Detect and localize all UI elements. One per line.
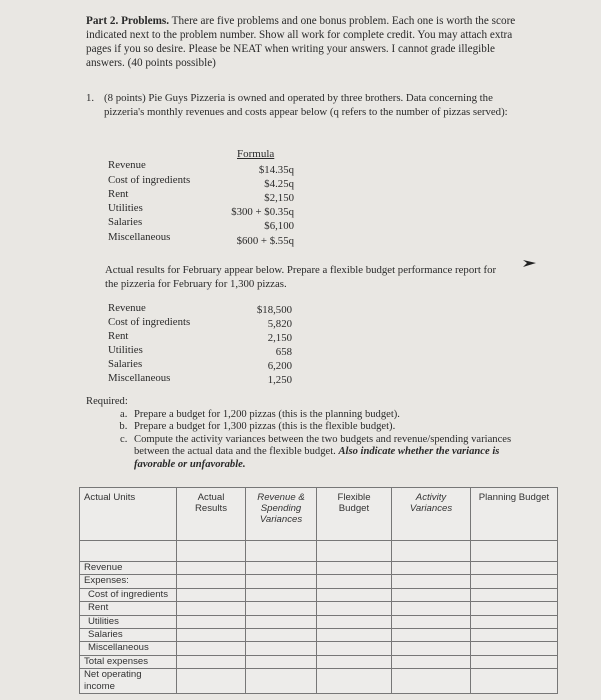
answer-cell[interactable] bbox=[392, 615, 471, 628]
answer-cell[interactable] bbox=[392, 588, 471, 601]
problem-1-statement bbox=[86, 92, 526, 119]
answer-cell[interactable] bbox=[177, 615, 246, 628]
column-header: Revenue & Spending Variances bbox=[246, 488, 317, 541]
table-row bbox=[80, 655, 558, 668]
actual-label: Salaries bbox=[108, 358, 143, 370]
table-row bbox=[80, 602, 558, 615]
answer-cell[interactable] bbox=[317, 562, 392, 575]
problem-number: 1. bbox=[86, 92, 95, 104]
answer-cell[interactable] bbox=[246, 615, 317, 628]
required-item: a. Prepare a budget for 1,200 pizzas (this is the planning budget). bbox=[130, 409, 516, 422]
required-item: b. Prepare a budget for 1,300 pizzas (this is the flexible budget). bbox=[130, 421, 516, 434]
required-list bbox=[86, 409, 516, 472]
table-row bbox=[80, 575, 558, 588]
answer-cell[interactable] bbox=[317, 628, 392, 641]
required-item bbox=[130, 434, 516, 472]
column-header: Actual Results bbox=[177, 488, 246, 541]
answer-cell[interactable] bbox=[246, 588, 317, 601]
answer-cell[interactable] bbox=[471, 602, 558, 615]
table-header-row bbox=[80, 488, 558, 541]
formula-label: Salaries bbox=[108, 216, 143, 228]
answer-cell[interactable] bbox=[246, 628, 317, 641]
table-row bbox=[80, 562, 558, 575]
table-row bbox=[80, 541, 558, 562]
row-label: Utilities bbox=[80, 615, 177, 628]
formula-value: $600 + $.55q bbox=[236, 235, 294, 247]
row-label: Revenue bbox=[80, 562, 177, 575]
actual-value: 658 bbox=[275, 346, 292, 358]
table-row bbox=[80, 642, 558, 655]
answer-cell[interactable] bbox=[177, 541, 246, 562]
answer-cell[interactable] bbox=[317, 655, 392, 668]
part2-body: There are five problems and one bonus problem. Each one is worth the score indicated next to the problem number. Show all work for complete credit. You may attach extra pages if you so desire. Please be NEAT when writing your answers. I cannot grade illegible answers. (40 points possible) bbox=[86, 15, 516, 69]
row-label: Net operating income bbox=[80, 669, 177, 694]
required-label: Required: bbox=[86, 396, 128, 407]
required-emphasis: Also indicate whether the variance is favorable or unfavorable. bbox=[134, 446, 500, 470]
formula-label: Utilities bbox=[108, 202, 143, 214]
actual-value: $18,500 bbox=[256, 304, 292, 316]
part2-instructions bbox=[86, 14, 534, 70]
table-row bbox=[80, 615, 558, 628]
formula-label: Cost of ingredients bbox=[108, 174, 191, 186]
answer-cell[interactable] bbox=[471, 562, 558, 575]
answer-cell[interactable] bbox=[177, 575, 246, 588]
row-label bbox=[80, 541, 177, 562]
answer-cell[interactable] bbox=[177, 602, 246, 615]
answer-cell[interactable] bbox=[317, 588, 392, 601]
column-header: Planning Budget bbox=[471, 488, 558, 541]
answer-cell[interactable] bbox=[471, 615, 558, 628]
answer-cell[interactable] bbox=[392, 602, 471, 615]
problem-text: (8 points) Pie Guys Pizzeria is owned and operated by three brothers. Data concerning the pizzeria's monthly revenues and costs appear below (q refers to the number of pizzas served): bbox=[104, 92, 508, 118]
performance-report-table bbox=[79, 487, 558, 694]
row-label: Miscellaneous bbox=[80, 642, 177, 655]
answer-cell[interactable] bbox=[471, 575, 558, 588]
answer-cell[interactable] bbox=[246, 642, 317, 655]
answer-cell[interactable] bbox=[392, 642, 471, 655]
answer-cell[interactable] bbox=[177, 628, 246, 641]
answer-cell[interactable] bbox=[246, 655, 317, 668]
answer-cell[interactable] bbox=[471, 655, 558, 668]
row-label: Rent bbox=[80, 602, 177, 615]
answer-cell[interactable] bbox=[246, 669, 317, 694]
answer-cell[interactable] bbox=[471, 588, 558, 601]
actual-value: 5,820 bbox=[267, 318, 292, 330]
answer-cell[interactable] bbox=[471, 628, 558, 641]
actual-results-table bbox=[108, 301, 292, 387]
answer-cell[interactable] bbox=[317, 602, 392, 615]
formula-value: $2,150 bbox=[264, 192, 294, 204]
row-label: Expenses: bbox=[80, 575, 177, 588]
actual-value: 6,200 bbox=[267, 360, 292, 372]
answer-cell[interactable] bbox=[177, 642, 246, 655]
row-label: Cost of ingredients bbox=[80, 588, 177, 601]
actual-value: 1,250 bbox=[267, 374, 292, 386]
formula-header: Formula bbox=[237, 148, 275, 160]
answer-cell[interactable] bbox=[317, 615, 392, 628]
actual-label: Cost of ingredients bbox=[108, 316, 191, 328]
part2-heading: Part 2. Problems. bbox=[86, 15, 170, 27]
answer-cell[interactable] bbox=[177, 562, 246, 575]
actual-label: Rent bbox=[108, 330, 129, 342]
table-row bbox=[80, 669, 558, 694]
row-label: Total expenses bbox=[80, 655, 177, 668]
answer-cell[interactable] bbox=[471, 642, 558, 655]
actual-label: Revenue bbox=[108, 302, 146, 314]
table-row bbox=[80, 588, 558, 601]
actual-label: Utilities bbox=[108, 344, 143, 356]
formula-value: $300 + $0.35q bbox=[231, 206, 294, 218]
column-header: Flexible Budget bbox=[317, 488, 392, 541]
row-label: Salaries bbox=[80, 628, 177, 641]
answer-cell[interactable] bbox=[317, 669, 392, 694]
answer-cell[interactable] bbox=[471, 541, 558, 562]
required-item-text: Compute the activity variances between the two budgets and revenue/spending variances between the actual data and the flexible budget. bbox=[134, 433, 512, 457]
answer-cell[interactable] bbox=[246, 562, 317, 575]
answer-cell[interactable] bbox=[246, 541, 317, 562]
answer-cell[interactable] bbox=[392, 575, 471, 588]
answer-cell[interactable] bbox=[392, 541, 471, 562]
answer-cell[interactable] bbox=[317, 541, 392, 562]
required-section bbox=[86, 396, 516, 471]
answer-cell[interactable] bbox=[177, 588, 246, 601]
answer-cell[interactable] bbox=[317, 575, 392, 588]
answer-cell[interactable] bbox=[177, 655, 246, 668]
answer-cell[interactable] bbox=[392, 562, 471, 575]
answer-cell[interactable] bbox=[246, 602, 317, 615]
column-header: Activity Variances bbox=[392, 488, 471, 541]
answer-cell[interactable] bbox=[471, 669, 558, 694]
answer-cell[interactable] bbox=[392, 655, 471, 668]
answer-cell[interactable] bbox=[392, 628, 471, 641]
formula-table bbox=[108, 158, 294, 248]
formula-value: $6,100 bbox=[264, 220, 294, 232]
answer-cell[interactable] bbox=[392, 669, 471, 694]
answer-cell[interactable] bbox=[246, 575, 317, 588]
formula-label: Miscellaneous bbox=[108, 231, 171, 243]
mouse-pointer-icon bbox=[522, 256, 538, 270]
formula-value: $4.25q bbox=[264, 178, 294, 190]
formula-value: $14.35q bbox=[258, 164, 294, 176]
actual-value: 2,150 bbox=[267, 332, 292, 344]
actual-label: Miscellaneous bbox=[108, 372, 171, 384]
column-header: Actual Units bbox=[80, 488, 177, 541]
table-row bbox=[80, 628, 558, 641]
answer-cell[interactable] bbox=[177, 669, 246, 694]
answer-cell[interactable] bbox=[317, 642, 392, 655]
formula-label: Revenue bbox=[108, 159, 146, 171]
actual-results-intro: Actual results for February appear below. Prepare a flexible budget performance report for the pizzeria for February for 1,300 pizzas. bbox=[105, 264, 497, 290]
formula-label: Rent bbox=[108, 188, 129, 200]
